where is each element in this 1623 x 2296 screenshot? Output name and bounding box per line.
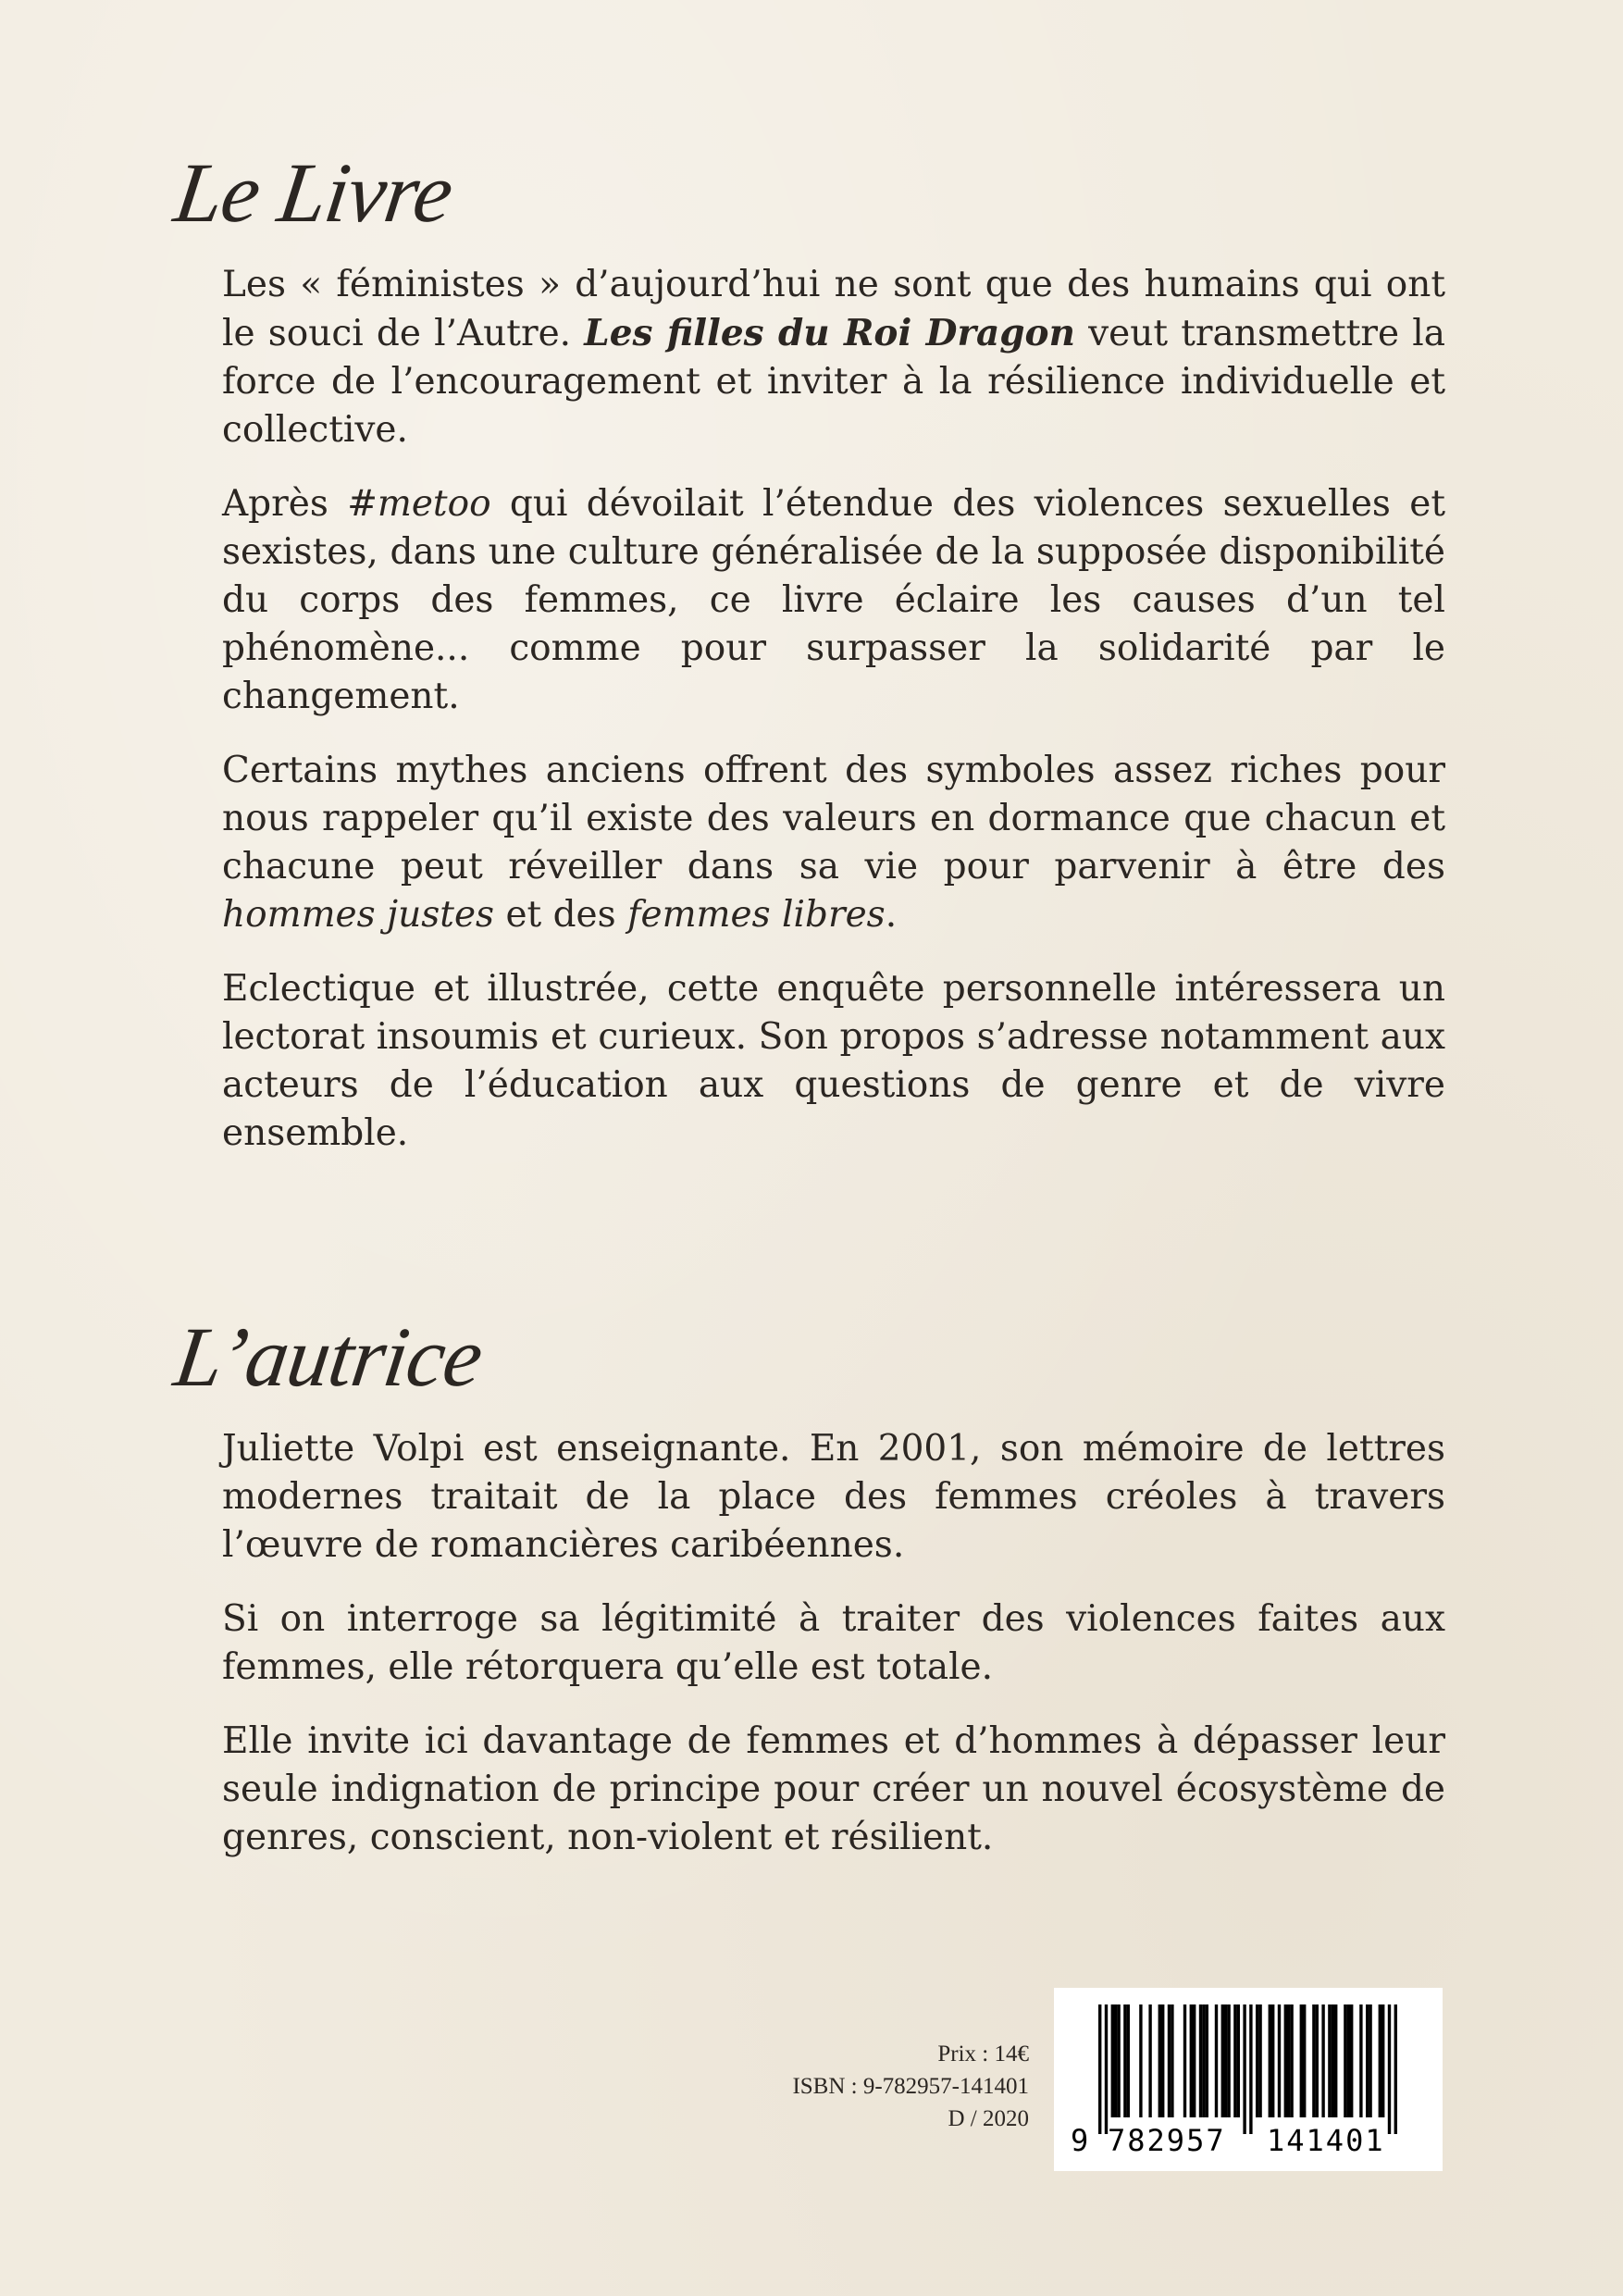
text-run: Les filles du Roi Dragon: [584, 312, 1075, 354]
barcode-bar: [1206, 2004, 1208, 2117]
text-run: qui dévoilait l’étendue des violences sexuelles et sexistes, dans une culture généralisée de la supposée disponibilité du corps des femmes, ce livre éclaire les causes d’un tel phénomène... comme pour surpasser la solidarité par le changement.: [222, 483, 1445, 717]
barcode-bar: [1366, 2004, 1369, 2117]
barcode-bar: [1316, 2004, 1319, 2117]
text-run: metoo: [377, 483, 491, 525]
paragraph: [222, 965, 1445, 1158]
barcode-bar: [1359, 2004, 1362, 2117]
text-run: .: [885, 894, 898, 936]
barcode-bar: [1190, 2004, 1193, 2117]
barcode-bar: [1111, 2004, 1114, 2117]
barcode-guard-bar: [1249, 2004, 1252, 2134]
barcode-bar: [1114, 2004, 1117, 2117]
barcode-bar: [1381, 2004, 1384, 2117]
legal-deposit-label: D / 2020: [948, 2106, 1029, 2131]
barcode-bar: [1158, 2004, 1161, 2117]
livre-text-block: [222, 261, 1445, 1184]
barcode-guard-bar: [1394, 2004, 1397, 2134]
barcode-bars: [1072, 2004, 1424, 2134]
barcode-bar: [1287, 2004, 1290, 2117]
barcode-bar: [1139, 2004, 1142, 2117]
barcode-bar: [1300, 2004, 1303, 2117]
barcode: [1054, 1988, 1443, 2171]
barcode-bar: [1347, 2004, 1350, 2117]
barcode-group-right: 141401: [1267, 2123, 1385, 2158]
barcode-bar: [1271, 2004, 1274, 2117]
barcode-bar: [1233, 2004, 1236, 2117]
barcode-bar: [1256, 2004, 1258, 2117]
barcode-guard-bar: [1098, 2004, 1101, 2134]
barcode-bar: [1148, 2004, 1151, 2117]
section-title-autrice: L’autrice: [168, 1309, 489, 1404]
paragraph: [222, 1595, 1445, 1692]
barcode-bar: [1379, 2004, 1381, 2117]
text-run: Les « féministes » d’aujourd’hui ne sont que des humains qui ont le souci de l’Autre.: [222, 264, 1445, 354]
barcode-bar: [1127, 2004, 1130, 2117]
barcode-bar: [1227, 2004, 1230, 2117]
paragraph: [222, 480, 1445, 721]
barcode-bar: [1199, 2004, 1202, 2117]
price-label: Prix : 14€: [937, 2042, 1029, 2066]
barcode-bar: [1284, 2004, 1287, 2117]
barcode-group-left: 782957: [1108, 2123, 1226, 2158]
text-run: Juliette Volpi est enseignante. En 2001, son mémoire de lettres modernes traitait de la place des femmes créoles à travers l’œuvre de romancières caribéennes.: [222, 1428, 1445, 1566]
text-run: Elle invite ici davantage de femmes et d’hommes à dépasser leur seule indignation de principe pour créer un nouvel écosystème de genres, conscient, non-violent et résilient.: [222, 1720, 1445, 1858]
barcode-bar: [1332, 2004, 1334, 2117]
paragraph: [222, 1718, 1445, 1862]
barcode-bar: [1269, 2004, 1271, 2117]
barcode-guard-bar: [1388, 2004, 1391, 2134]
text-run: Eclectique et illustrée, cette enquête personnelle intéressera un lectorat insoumis et curieux. Son propos s’adresse notamment aux acteurs de l’éducation aux questions de genre et de vivre ensemble.: [222, 968, 1445, 1154]
barcode-guard-bar: [1105, 2004, 1108, 2134]
barcode-bar: [1321, 2004, 1324, 2117]
barcode-bar: [1202, 2004, 1205, 2117]
barcode-bar: [1224, 2004, 1227, 2117]
barcode-bar: [1161, 2004, 1164, 2117]
text-run: Après #: [222, 483, 378, 525]
barcode-first-digit: 9: [1071, 2123, 1091, 2158]
barcode-bar: [1328, 2004, 1331, 2117]
barcode-bar: [1117, 2004, 1120, 2117]
paragraph: [222, 261, 1445, 454]
barcode-bar: [1312, 2004, 1315, 2117]
barcode-bar: [1258, 2004, 1261, 2117]
barcode-bar: [1183, 2004, 1186, 2117]
paragraph: [222, 747, 1445, 939]
barcode-bar: [1334, 2004, 1337, 2117]
barcode-digits: [1071, 2123, 1426, 2158]
barcode-bar: [1278, 2004, 1281, 2117]
barcode-bar: [1215, 2004, 1218, 2117]
section-title-livre: Le Livre: [168, 145, 458, 240]
text-run: veut transmettre la force de l’encouragement et inviter à la résilience individuelle et collective.: [222, 313, 1445, 451]
barcode-bar: [1290, 2004, 1293, 2117]
text-run: femmes libres: [627, 894, 886, 936]
barcode-bar: [1123, 2004, 1126, 2117]
barcode-bar: [1237, 2004, 1240, 2117]
text-run: Si on interroge sa légitimité à traiter des violences faites aux femmes, elle rétorquera qu’elle est totale.: [222, 1598, 1445, 1688]
paragraph: [222, 1425, 1445, 1570]
text-run: et des: [494, 894, 628, 936]
text-run: hommes justes: [222, 894, 495, 936]
barcode-bar: [1168, 2004, 1171, 2117]
barcode-bar: [1350, 2004, 1353, 2117]
barcode-bar: [1344, 2004, 1346, 2117]
text-run: Certains mythes anciens offrent des symboles assez riches pour nous rappeler qu’il existe des valeurs en dormance que chacun et chacune peut réveiller dans sa vie pour parvenir à être des: [222, 750, 1445, 887]
barcode-bar: [1303, 2004, 1306, 2117]
isbn-label: ISBN : 9-782957-141401: [792, 2074, 1029, 2099]
barcode-bar: [1369, 2004, 1371, 2117]
barcode-bar: [1171, 2004, 1173, 2117]
barcode-guard-bar: [1243, 2004, 1245, 2134]
autrice-text-block: [222, 1425, 1445, 1888]
publication-info: [666, 2038, 1029, 2135]
barcode-bar: [1193, 2004, 1196, 2117]
barcode-bar: [1221, 2004, 1224, 2117]
